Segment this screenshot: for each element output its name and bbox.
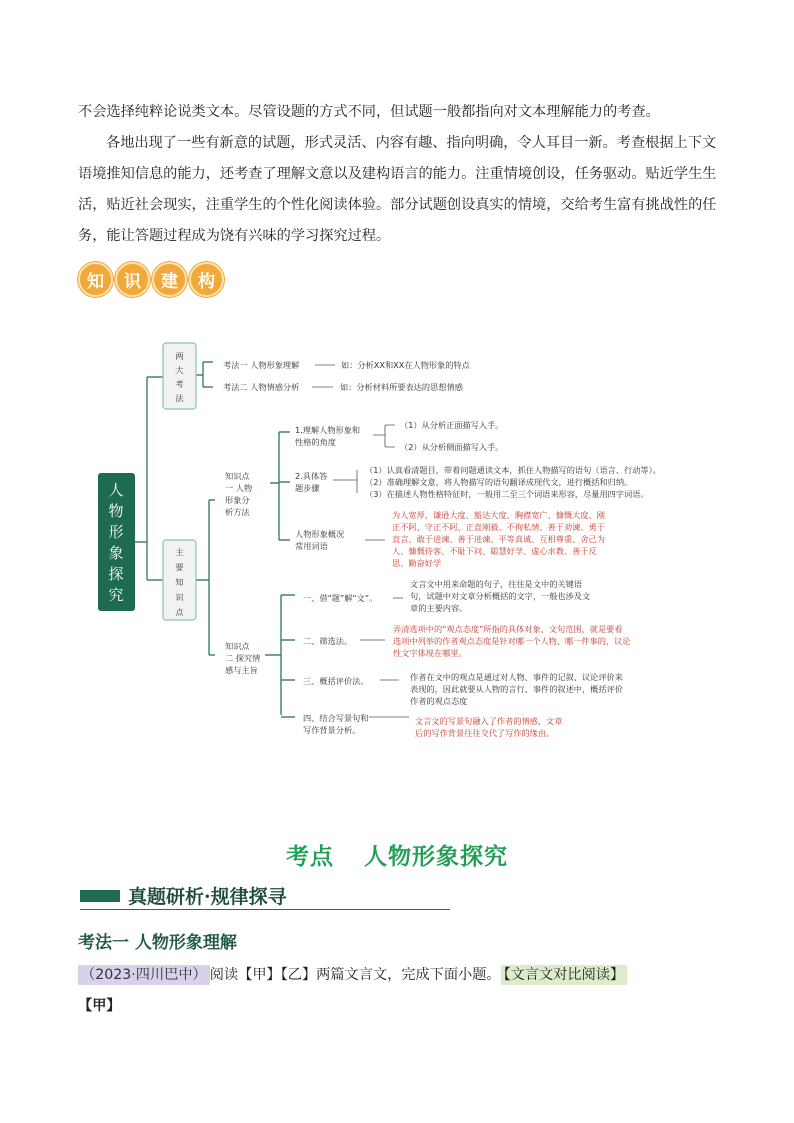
kp2-a-desc: 章的主要内容。	[410, 603, 468, 613]
badge-char: 建	[152, 262, 187, 297]
branch-char: 知	[175, 577, 184, 587]
kp1-b-line: 题步骤	[295, 483, 320, 493]
root-char: 探	[108, 565, 124, 583]
method2-label: 考法二 人物情感分析	[223, 382, 300, 392]
section-header	[80, 880, 450, 910]
kp1-line: 形象分	[225, 495, 250, 505]
kp2-b-desc: 弄清选项中的“观点态度”所指的具体对象、文句范围，就是要看	[393, 624, 623, 634]
knowledge-badge	[78, 262, 224, 297]
kp2-a-desc: 文言文中用来命题的句子，往往是文中的关键语	[410, 579, 582, 589]
branch-char: 两	[175, 351, 184, 361]
connectors	[135, 362, 295, 717]
kp1-c-line: 人物形象概况	[295, 529, 345, 539]
branch-char: 考	[175, 379, 184, 389]
kp2-b-desc: 选项中列举的作者观点态度是针对哪一个人物、哪一件事的，议论	[393, 636, 631, 646]
kp1-line: 知识点	[225, 471, 250, 481]
kp1-word-line: 正不阿、守正不阿、正直刚毅、不徇私情、善于劝谏、勇于	[392, 522, 605, 532]
branch-char: 识	[175, 592, 184, 602]
kp1-a-line: 性格的角度	[295, 437, 336, 447]
branch-char: 要	[175, 562, 184, 572]
root-char: 究	[108, 586, 124, 604]
kp2-d-line: 写作背景分析。	[303, 725, 361, 735]
section-bar	[80, 890, 120, 902]
exam-title-b: 人物形象探究	[364, 844, 508, 870]
branch-char: 点	[175, 607, 184, 617]
badge-char: 构	[189, 262, 224, 297]
kp1-b-line: 2.具体答	[295, 471, 328, 481]
kp1-b3: （3）在描述人物性格特征时，一般用二至三个词语来形容，尽量用四字词语。	[365, 489, 649, 499]
text-a-label: 【甲】	[78, 998, 121, 1014]
kp1-word-line: 直言、敢于进谏、善于进谏、平等真诚、互相尊重、舍己为	[392, 534, 605, 544]
kp1-line: 一 人物	[225, 483, 253, 493]
method1-label: 考法一 人物形象理解	[223, 360, 300, 370]
kp2-line: 感与主旨	[225, 665, 258, 675]
kp2-a: 一、借“题”解“文”。	[303, 593, 378, 603]
kp2-line: 知识点	[225, 641, 250, 651]
kp2-c-desc: 作者的观点态度	[410, 696, 468, 706]
exam-title-a: 考点	[286, 844, 334, 870]
badge-char: 知	[78, 262, 113, 297]
branch-char: 法	[175, 393, 184, 403]
kp1-c-line: 常用词语	[295, 541, 328, 551]
kp1-b1: （1）认真看清题目，带着问题通读文本，抓住人物描写的语句（语言、行动等）。	[365, 465, 661, 475]
kp2-d-desc: 后的写作背景往往交代了写作的缘由。	[415, 728, 555, 738]
intro-paragraph-2: 各地出现了一些有新意的试题，形式灵活、内容有趣、指向明确，令人耳目一新。考查根据上下文语境推知信息的能力，还考查了理解文意以及建构语言的能力。注重情境创设，任务驱动。贴近学生生活，贴近社会现实，注重学生的个性化阅读体验。部分试题创设真实的情境，交给考生富有挑战性的任务，能让答题过程成为饶有兴味的学习探究过程。	[78, 135, 717, 244]
kp1-word-line: 人、慷慨待客、不耻下问、聪慧好学、虚心求教、善于反	[392, 546, 597, 556]
kp2-c-desc: 作者在文中的观点是通过对人物、事件的记叙、议论评价来	[410, 672, 623, 682]
root-char: 人	[108, 481, 124, 499]
kp1-line: 析方法	[225, 507, 250, 517]
question-text: 阅读【甲】【乙】两篇文言文，完成下面小题。	[209, 967, 501, 983]
branch-char: 大	[175, 365, 184, 375]
root-char: 形	[108, 523, 124, 541]
question-line	[78, 963, 627, 987]
kp2-a-desc: 句，试题中对文章分析概括的文字，一般也涉及文	[410, 591, 591, 601]
question-tag: 【文言文对比阅读】	[501, 965, 628, 985]
kp1-a-line: 1.理解人物形象和	[295, 425, 361, 435]
kp2-d-desc: 文言文的写景句融入了作者的情感，文章	[415, 716, 563, 726]
mind-map	[95, 335, 695, 745]
branch-char: 主	[175, 547, 184, 557]
section-title: 真题研析·规律探寻	[128, 886, 287, 908]
intro-paragraph-1: 不会选择纯粹论说类文本。尽管设题的方式不同，但试题一般都指向对文本理解能力的考查。	[78, 104, 660, 120]
kp2-b-desc: 性文字体现在哪里。	[393, 648, 467, 658]
kp1-word-line: 为人宽厚、谦逊大度、豁达大度、胸襟宽广、慷慨大度、刚	[392, 510, 605, 520]
kp1-a2: （2）从分析侧面描写入手。	[400, 442, 504, 452]
kp2-b: 二、筛选法。	[303, 636, 353, 646]
method1-example: 如：分析XX和XX在人物形象的特点	[341, 360, 470, 370]
section-underline	[80, 909, 450, 910]
source-badge: （2023·四川巴中）	[78, 965, 210, 985]
root-char: 物	[108, 502, 124, 520]
kp1-a1: （1）从分析正面描写入手。	[400, 420, 504, 430]
kp1-b2: （2）准确理解文意，将人物描写的语句翻译成现代文，进行概括和归纳。	[365, 477, 633, 487]
root-char: 象	[108, 544, 124, 562]
kp2-c: 三、概括评价法。	[303, 676, 369, 686]
kp1-word-line: 思、勤奋好学	[392, 558, 442, 568]
method2-example: 如：分析材料所要表达的思想情感	[340, 382, 463, 392]
badge-char: 识	[115, 262, 150, 297]
kp2-d-line: 四、结合写景句和	[303, 713, 369, 723]
method-heading: 考法一 人物形象理解	[78, 933, 237, 953]
kp2-c-desc: 表现的，因此就要从人物的言行、事件的叙述中，概括评价	[410, 684, 623, 694]
exam-title	[0, 838, 794, 871]
kp2-line: 二 探究情	[225, 653, 261, 663]
